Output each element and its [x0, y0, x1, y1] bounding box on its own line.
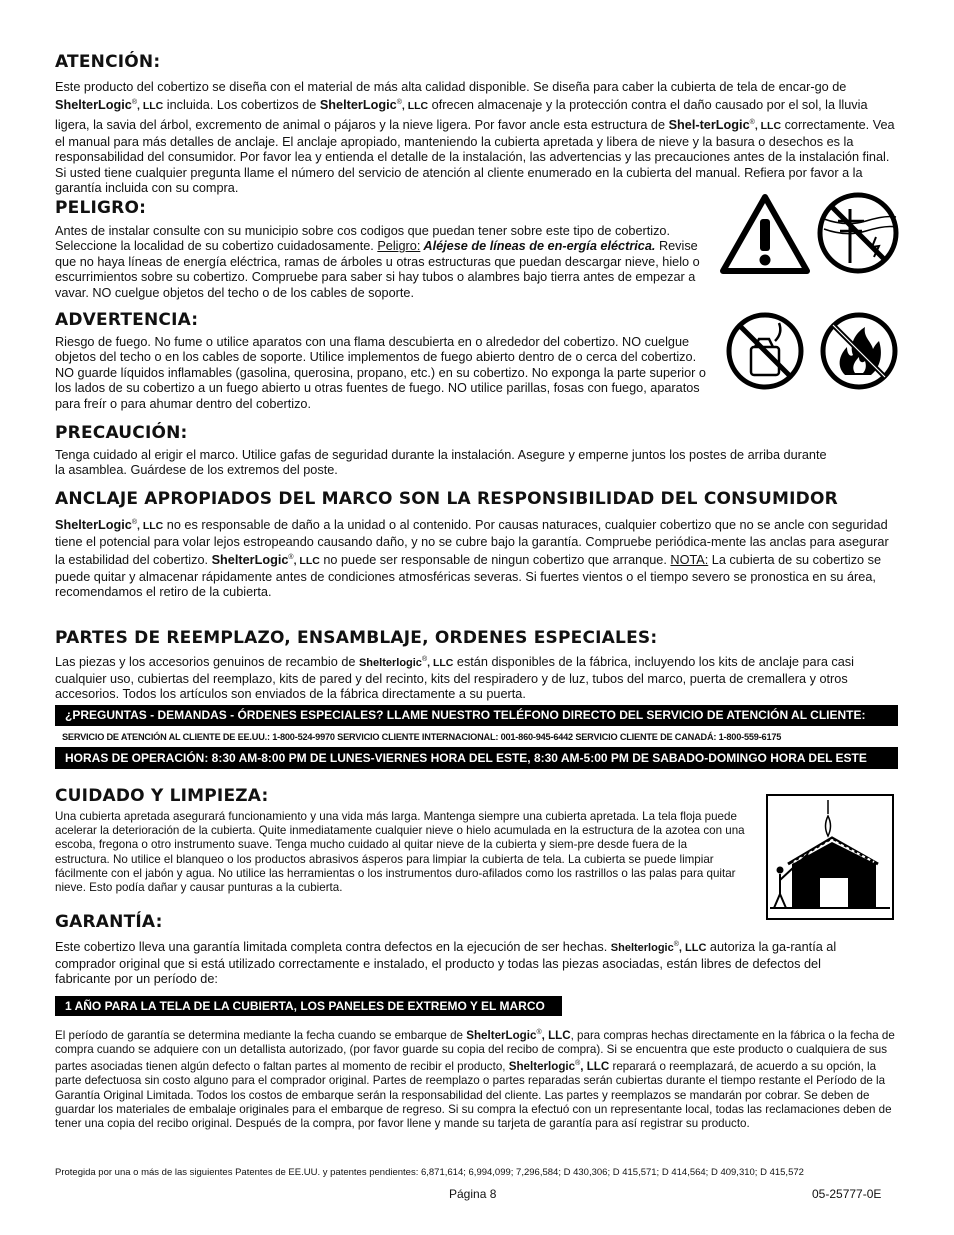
precaucion-heading: PRECAUCIÓN: — [55, 423, 188, 443]
garantia-intro: Este cobertizo lleva una garantía limitada completa contra defectos en la ejecución de ser hechas. Shelterlogic®, LLC autoriza la ga-rantía al comprador original que si está utilizado correctamente e instalado, el producto y todas las piezas asociadas, están libres de defectos del fabricante por un período de: — [55, 940, 837, 987]
precaucion-text: Tenga cuidado al erigir el marco. Utilice gafas de seguridad durante la instalación. Asegure y emperne juntos los postes de arriba durante la asamblea. Guárdese de los extremos del poste. — [55, 448, 827, 478]
cuidado-text: Una cubierta apretada asegurará funcionamiento y una vida más larga. Mantenga siempre una cubierta apretada. La tela floja puede acelerar la deterioración de la cubierta. Quite inmediatamente cualquier nieve o hielo acumulada en la estructura de la azotea con una escoba, fregona o otro instrumento suave. Tenga mucho cuidado al quitar nieve de la cubierta y siem-pre desde fuera de la estructura. No utilice el blanqueo o los productos abrasivos ásperos para limpiar la cubierta de tela. La cubierta se puede limpiar fácilmente con el jabón y agua. No utilice las herramientas o los instrumentos duro-afilados como los rastrillos o las palas para quitar nieve. Esto podía dañar y causar punturas a la cubierta. — [55, 810, 745, 895]
questions-bar: ¿PREGUNTAS - DEMANDAS - ÓRDENES ESPECIALES? LLAME NUESTRO TELÉFONO DIRECTO DEL SERVICIO DE ATENCIÓN AL CLIENTE: — [55, 705, 898, 726]
partes-section — [55, 628, 890, 702]
hours-bar: HORAS DE OPERACIÓN: 8:30 AM-8:00 PM DE LUNES-VIERNES HORA DEL ESTE, 8:30 AM-5:00 PM DE SABADO-DOMINGO HORA DEL ESTE — [55, 747, 898, 769]
no-fire-icon — [819, 311, 899, 391]
garantia-terms-text: El período de garantía se determina mediante la fecha cuando se embarque de ShelterLogic®, LLC, para compras hechas directamente en la fábrica o la fecha de compra cuando se adquiere con un detallista autorizado, (por favor guarde su copia del recibo de compra). Si se encuentra que este producto o cualquiera de sus partes asociadas tienen algún defecto o faltan partes al momento de recibir el producto, Shelterlogic®, LLC reparará o reemplazará, de acuerdo a su opción, la parte defectuosa sin costo alguno para el comprador original. Partes de reemplazo o partes reparadas serán cubiertas durante el tiempo restante el Período de la Garantía Original Limitada. Todos los costos de embarque serán la responsabilidad del cliente. Las partes y reemplazos se mandarán por cobrar. Se deben de guardar los materiales de embalaje originales para el embarque de regreso. Si su compra la efectuó con un representante local, todas las reclamaciones deben de tener una copia del recibo original. Después de la compra, por favor llene y mande su tarjeta de garantía para así registrar su producto. — [55, 1028, 895, 1130]
garantia-section — [55, 912, 880, 987]
anclaje-heading: ANCLAJE APROPIADOS DEL MARCO SON LA RESPONSIBILIDAD DEL CONSUMIDOR — [55, 489, 838, 509]
partes-text: Las piezas y los accesorios genuinos de recambio de Shelterlogic®, LLC están disponibles de la fábrica, incluyendo los kits de anclaje para casi cualquier uso, cubiertas del reemplazo, kits de pared y del recinto, kits del respiradero y de luz, tubos del marco, puerta de cremallera y otros accesorios. Todos los artículos son enviados de la fábrica directamente a su puerta. — [55, 655, 854, 702]
peligro-section — [55, 198, 705, 301]
cuidado-heading: CUIDADO Y LIMPIEZA: — [55, 786, 269, 806]
patents-line: Protegida por una o más de las siguientes Patentes de EE.UU. y patentes pendientes: 6,871,614; 6,994,099; 7,296,584; D 430,306; D 415,571; D 414,564; D 409,310; D 415,572 — [55, 1167, 804, 1178]
atencion-section — [55, 52, 900, 196]
precaucion-section — [55, 423, 835, 479]
garantia-heading: GARANTÍA: — [55, 912, 163, 932]
warning-triangle-icon — [719, 193, 811, 275]
document-code: 05-25777-0E — [812, 1187, 882, 1201]
atencion-text: Este producto del cobertizo se diseña con el material de más alta calidad disponible. Se diseña para caber la cubierta de tela de encar-go de ShelterLogic®, LLC incluida. Los cobertizos de ShelterLogic®, LLC ofrecen almacenaje y la protección contra el daño causado por el sol, la lluvia ligera, la savia del árbol, excremento de animal o pájaros y la nieve ligera. Por favor ancle esta estructura de Shel-terLogic®, LLC correctamente. Vea el manual para más detalles de anclaje. El anclaje apropiado, manteniendo la cubierta apretada y libera de nieve y la basura o desechos es la responsabilidad del consumidor. Por favor lea y entienda el detalle de la instalación, las advertencias y las precauciones antes de la instalación final. Si usted tiene cualquier pregunta llame el número del servicio de atención al cliente enumerado en la cubierta del manual. Refiera por favor a la garantía incluida con su compra. — [55, 80, 895, 195]
peligro-heading: PELIGRO: — [55, 198, 147, 218]
cuidado-section — [55, 786, 745, 895]
warranty-period-bar: 1 AÑO PARA LA TELA DE LA CUBIERTA, LOS PANELES DE EXTREMO Y EL MARCO — [55, 996, 562, 1016]
page-number: Página 8 — [449, 1187, 497, 1201]
anclaje-text: ShelterLogic®, LLC no es responsable de daño a la unidad o al contenido. Por causas naturaces, cualquier cobertizo que no se ancle con seguridad tiene el potencial para volar lejos estropeando causando daño, y no se cubre bajo la garantía. Compruebe periódica-mente las anclas para asegurar la estabilidad del cobertizo. ShelterLogic®, LLC no puede ser responsable de ningun cobertizo que arranque. NOTA: La cubierta de su cobertizo se puede quitar y almacenar rápidamente antes de condiciones atmosféricas severas. Si fuertes vientos o el tiempo severo se pronostica en su área, recomendamos el retiro de la cubierta. — [55, 518, 889, 600]
phone-numbers: SERVICIO DE ATENCIÓN AL CLIENTE DE EE.UU.: 1-800-524-9970 SERVICIO CLIENTE INTERNACIONAL: 001-860-945-6442 SERVICIO CLIENTE DE CANADÁ: 1-800-559-6175 — [62, 732, 782, 742]
snow-removal-shelter-icon — [766, 794, 894, 920]
no-power-lines-icon — [816, 191, 900, 275]
advertencia-section — [55, 310, 715, 412]
advertencia-text: Riesgo de fuego. No fume o utilice aparatos con una flama descubierta en o alrededor del cobertizo. NO cuelgue objetos del techo o en los cables de soporte. Utilice implementos de fuego abierto dentro de o cerca del cobertizo. NO guarde líquidos inflamables (gasolina, querosina, propano, etc.) en su cobertizo. No exponga la parte superior o los lados de su cobertizo a un fuego abierto u otras fuentes de fuego. NO utilice parillas, fosas con fuego, aparatos para freír o para ahumar dentro del cobertizo. — [55, 335, 706, 411]
advertencia-heading: ADVERTENCIA: — [55, 310, 199, 330]
anclaje-section — [55, 489, 900, 601]
atencion-heading: ATENCIÓN: — [55, 52, 161, 72]
no-gas-can-icon — [725, 311, 805, 391]
partes-heading: PARTES DE REEMPLAZO, ENSAMBLAJE, ORDENES ESPECIALES: — [55, 628, 658, 648]
garantia-terms — [55, 1026, 900, 1131]
peligro-text: Antes de instalar consulte con su municipio sobre cos codigos que puedan tener sobre este tipo de cobertizo. Seleccione la localidad de su cobertizo cuidadosamente. Peligro: Aléjese de líneas de en-ergía eléctrica. Revise que no haya líneas de energía eléctrica, ramas de árboles u otras estructuras que puedan descargar nieve, hielo o escurrimientos sobre su cobertizo. Compruebe para saber si hay tubos o alambres bajo tierra antes de empezar a vavar. NO cuelgue objetos del techo o de los cables de soporte. — [55, 224, 700, 300]
